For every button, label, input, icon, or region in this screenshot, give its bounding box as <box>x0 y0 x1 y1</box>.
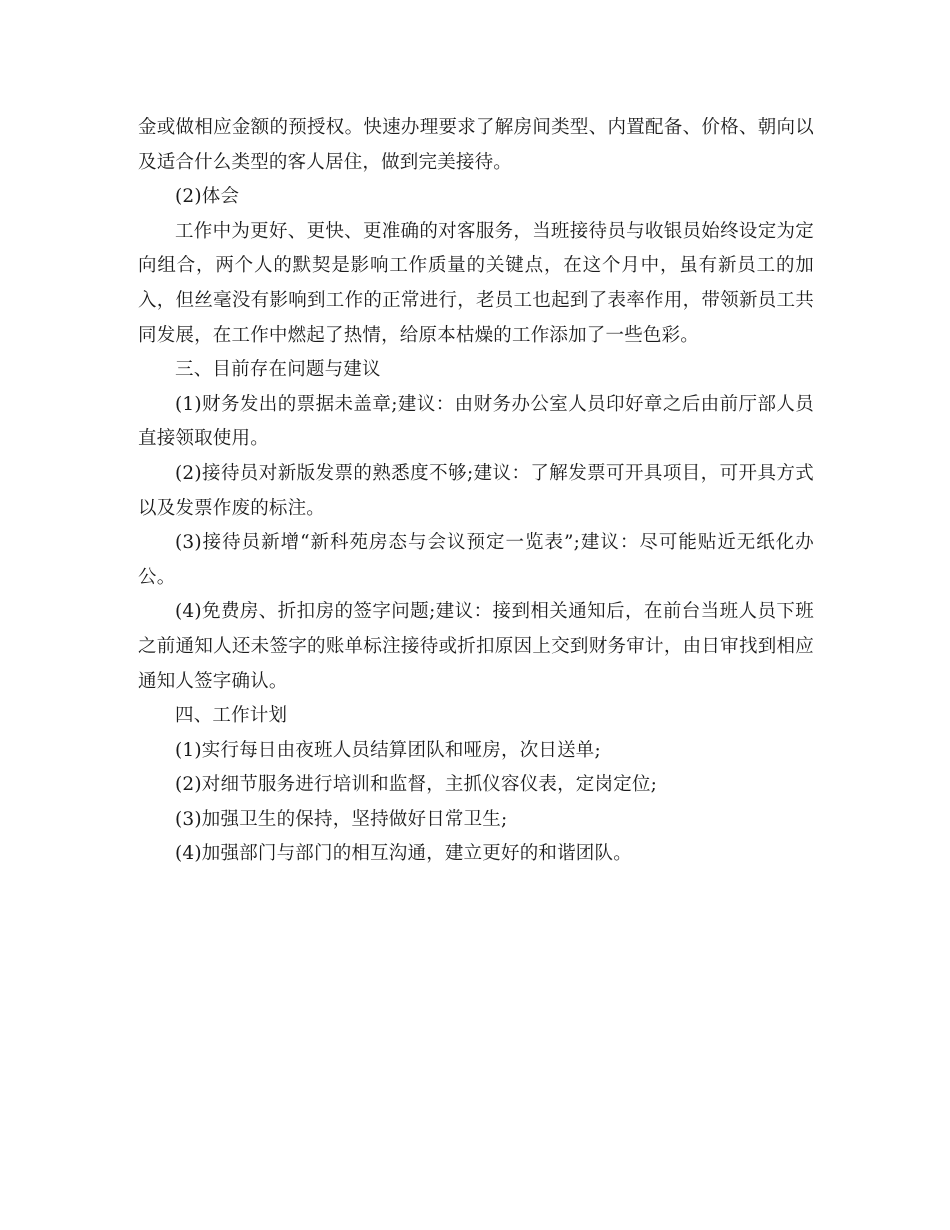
plan-item-2: (2)对细节服务进行培训和监督，主抓仪容仪表，定岗定位; <box>175 774 658 796</box>
section-heading-plan: 四、工作计划 <box>175 705 288 727</box>
paragraph-experience: 工作中为更好、更快、更准确的对客服务，当班接待员与收银员始终设定为定向组合，两个人的默契是影响工作质量的关键点，在这个月中，虽有新员工的加入，但丝毫没有影响到工作的正常进行，老员工也起到了表率作用，带领新员工共同发展，在工作中燃起了热情，给原本枯燥的工作添加了一些色彩。 <box>138 220 814 346</box>
problem-item-3: (3)接待员新增“新科苑房态与会议预定一览表”;建议：尽可能贴近无纸化办公。 <box>138 532 814 588</box>
problem-item-2: (2)接待员对新版发票的熟悉度不够;建议：了解发票可开具项目，可开具方式以及发票作废的标注。 <box>138 462 814 519</box>
paragraph-continuation: 金或做相应金额的预授权。快速办理要求了解房间类型、内置配备、价格、朝向以及适合什么类型的客人居住，做到完美接待。 <box>138 117 814 173</box>
subheading-experience: (2)体会 <box>175 186 240 208</box>
problem-item-4: (4)免费房、折扣房的签字问题;建议：接到相关通知后，在前台当班人员下班之前通知人还未签字的账单标注接待或折扣原因上交到财务审计，由日审找到相应通知人签字确认。 <box>138 601 814 692</box>
plan-item-1: (1)实行每日由夜班人员结算团队和哑房，次日送单; <box>175 739 601 761</box>
section-heading-problems: 三、目前存在问题与建议 <box>175 359 381 381</box>
problem-item-1: (1)财务发出的票据未盖章;建议：由财务办公室人员印好章之后由前厅部人员直接领取使用。 <box>138 393 814 450</box>
plan-item-4: (4)加强部门与部门的相互沟通，建立更好的和谐团队。 <box>175 843 632 865</box>
document-body <box>138 111 814 872</box>
plan-item-3: (3)加强卫生的保持，坚持做好日常卫生; <box>175 808 508 830</box>
